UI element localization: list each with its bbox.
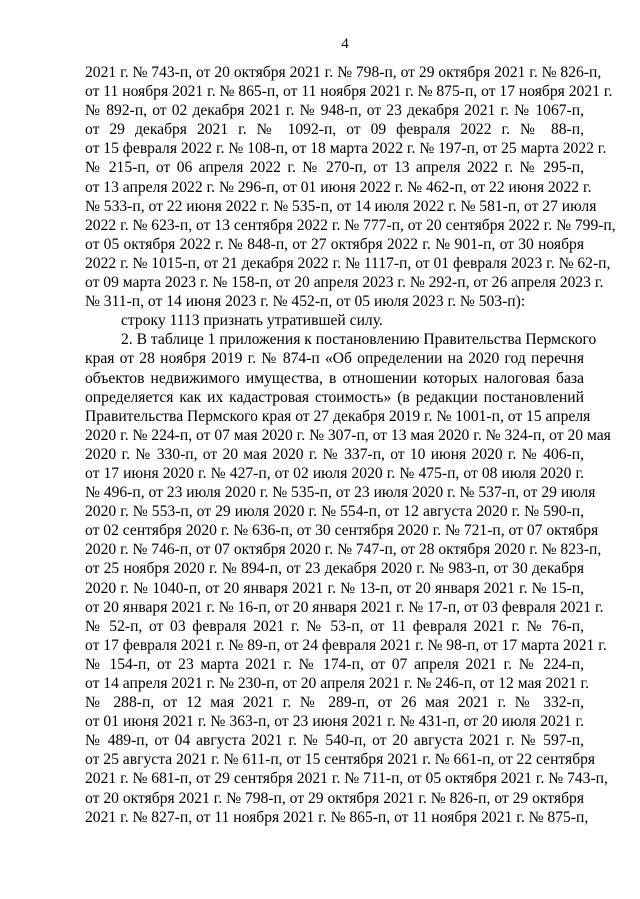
text-line: № 496-п, от 23 июля 2020 г. № 535-п, от 23 июля 2020 г. № 537-п, от 29 июля: [85, 484, 596, 502]
text-line: от 17 июня 2020 г. № 427-п, от 02 июля 2020 г. № 475-п, от 08 июля 2020 г.: [85, 464, 584, 482]
text-line: 2020 г. № 746-п, от 07 октября 2020 г. № 747-п, от 28 октября 2020 г. № 823-п,: [85, 541, 602, 559]
text-line: от 13 апреля 2022 г. № 296-п, от 01 июня 2022 г. № 462-п, от 22 июня 2022 г.: [85, 178, 592, 196]
text-line: от 20 октября 2021 г. № 798-п, от 29 октября 2021 г. № 826-п, от 29 октября: [85, 789, 584, 807]
page-number: 4: [341, 36, 349, 52]
text-line: № 288-п, от 12 мая 2021 г. № 289-п, от 26 мая 2021 г. № 332-п,: [85, 694, 584, 712]
text-line: от 29 декабря 2021 г. № 1092-п, от 09 февраля 2022 г. № 88-п,: [85, 121, 584, 139]
text-line: от 20 января 2021 г. № 16-п, от 20 января 2021 г. № 17-п, от 03 февраля 2021 г.: [85, 598, 604, 616]
document-body: [85, 63, 616, 827]
text-line: 2022 г. № 1015-п, от 21 декабря 2022 г. № 1117-п, от 01 февраля 2023 г. № 62-п,: [85, 254, 611, 272]
text-line: от 01 июня 2021 г. № 363-п, от 23 июня 2021 г. № 431-п, от 20 июля 2021 г.: [85, 713, 584, 731]
text-line: № 52-п, от 03 февраля 2021 г. № 53-п, от 11 февраля 2021 г. № 76-п,: [85, 617, 584, 635]
text-line: № 215-п, от 06 апреля 2022 г. № 270-п, от 13 апреля 2022 г. № 295-п,: [85, 159, 584, 177]
text-line: № 489-п, от 04 августа 2021 г. № 540-п, от 20 августа 2021 г. № 597-п,: [85, 732, 584, 750]
paragraph: [85, 330, 611, 826]
text-line: 2021 г. № 743-п, от 20 октября 2021 г. № 798-п, от 29 октября 2021 г. № 826-п,: [85, 64, 602, 81]
text-line: 2022 г. № 623-п, от 13 сентября 2022 г. № 777-п, от 20 сентября 2022 г. № 799-п,: [85, 216, 616, 234]
text-line: от 05 октября 2022 г. № 848-п, от 27 октября 2022 г. № 901-п, от 30 ноября: [85, 235, 584, 253]
text-line: от 09 марта 2023 г. № 158-п, от 20 апреля 2023 г. № 292-п, от 26 апреля 2023 г.: [85, 274, 604, 292]
text-line: № 311-п, от 14 июня 2023 г. № 452-п, от 05 июля 2023 г. № 503-п):: [85, 293, 526, 311]
paragraph: [85, 63, 616, 311]
text-line: 2020 г. № 553-п, от 29 июля 2020 г. № 554-п, от 12 августа 2020 г. № 590-п,: [85, 503, 584, 521]
text-line: 2. В таблице 1 приложения к постановлению Правительства Пермского: [121, 331, 597, 349]
text-line: от 25 августа 2021 г. № 611-п, от 15 сентября 2021 г. № 661-п, от 22 сентября: [85, 751, 596, 769]
text-line: от 14 апреля 2021 г. № 230-п, от 20 апреля 2021 г. № 246-п, от 12 мая 2021 г.: [85, 675, 590, 692]
text-line: 2020 г. № 224-п, от 07 мая 2020 г. № 307-п, от 13 мая 2020 г. № 324-п, от 20 мая: [85, 426, 611, 444]
text-line: 2020 г. № 330-п, от 20 мая 2020 г. № 337-п, от 10 июня 2020 г. № 406-п,: [85, 445, 584, 463]
text-line: от 02 сентября 2020 г. № 636-п, от 30 сентября 2020 г. № 721-п, от 07 октября: [85, 522, 599, 540]
text-line: № 154-п, от 23 марта 2021 г. № 174-п, от 07 апреля 2021 г. № 224-п,: [85, 655, 584, 673]
text-line: № 533-п, от 22 июня 2022 г. № 535-п, от 14 июля 2022 г. № 581-п, от 27 июля: [85, 197, 597, 215]
paragraph: [85, 311, 584, 330]
text-line: 2021 г. № 827-п, от 11 ноября 2021 г. № 865-п, от 11 ноября 2021 г. № 875-п,: [85, 808, 589, 826]
text-line: № 892-п, от 02 декабря 2021 г. № 948-п, от 23 декабря 2021 г. № 1067-п,: [85, 102, 584, 120]
text-line: края от 28 ноября 2019 г. № 874-п «Об определении на 2020 год перечня: [85, 350, 584, 368]
text-line: строку 1113 признать утратившей силу.: [121, 312, 383, 330]
text-line: определяется как их кадастровая стоимость» (в редакции постановлений: [85, 388, 584, 406]
text-line: от 15 февраля 2022 г. № 108-п, от 18 марта 2022 г. № 197-п, от 25 марта 2022 г.: [85, 140, 607, 158]
text-line: 2021 г. № 681-п, от 29 сентября 2021 г. № 711-п, от 05 октября 2021 г. № 743-п,: [85, 770, 608, 788]
text-line: 2020 г. № 1040-п, от 20 января 2021 г. № 13-п, от 20 января 2021 г. № 15-п,: [85, 579, 584, 597]
text-line: от 11 ноября 2021 г. № 865-п, от 11 ноября 2021 г. № 875-п, от 17 ноября 2021 г.: [85, 83, 613, 101]
text-line: от 17 февраля 2021 г. № 89-п, от 24 февраля 2021 г. № 98-п, от 17 марта 2021 г.: [85, 636, 607, 654]
text-line: от 25 ноября 2020 г. № 894-п, от 23 декабря 2020 г. № 983-п, от 30 декабря: [85, 560, 584, 578]
text-line: Правительства Пермского края от 27 декабря 2019 г. № 1001-п, от 15 апреля: [85, 407, 591, 425]
text-line: объектов недвижимого имущества, в отношении которых налоговая база: [85, 369, 584, 387]
